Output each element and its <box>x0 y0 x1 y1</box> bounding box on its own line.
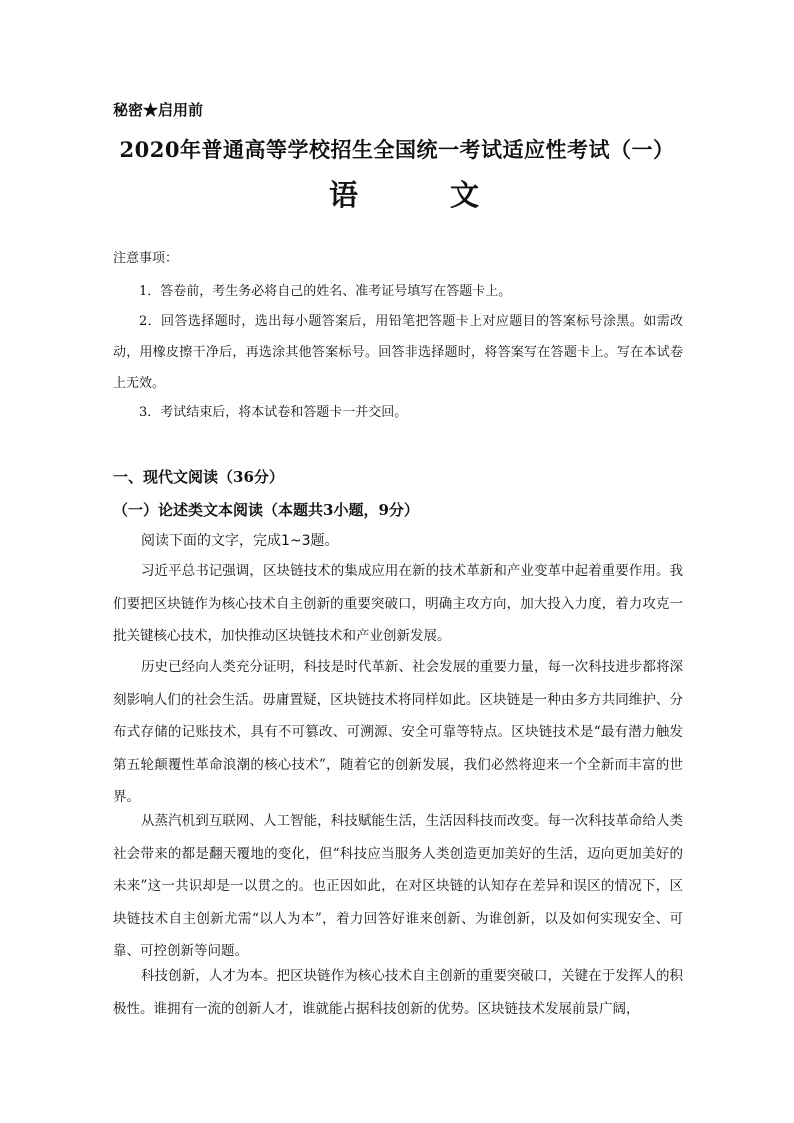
passage-paragraph-1: 习近平总书记强调，区块链技术的集成应用在新的技术革新和产业变革中起着重要作用。我们要把区块链作为核心技术自主创新的重要突破口，明确主攻方向，加大投入力度，着力攻克一批关键核心技术，加快推动区块链技术和产业创新发展。 <box>113 563 683 644</box>
note-item-1: 1．答卷前，考生务必将自己的姓名、准考证号填写在答题卡上。 <box>139 284 512 299</box>
note-item-3: 3．考试结束后，将本试卷和答题卡一并交回。 <box>139 405 408 420</box>
secret-label: 秘密★启用前 <box>113 101 204 119</box>
subsection-heading: （一）论述类文本阅读（本题共3小题，9分） <box>113 501 419 519</box>
passage-paragraph-3: 从蒸汽机到互联网、人工智能，科技赋能生活，生活因科技而改变。每一次科技革命给人类社会带来的都是翻天覆地的变化，但“科技应当服务人类创造更加美好的生活，迈向更加美好的未来”这一共识却是一以贯之的。也正因如此，在对区块链的认知存在差异和误区的情况下，区块链技术自主创新尤需“以人为本”，着力回答好谁来创新、为谁创新，以及如何实现安全、可靠、可控创新等问题。 <box>113 813 683 959</box>
exam-title: 2020年普通高等学校招生全国统一考试适应性考试（一） <box>119 137 675 162</box>
passage-paragraph-2: 历史已经向人类充分证明，科技是时代革新、社会发展的重要力量，每一次科技进步都将深刻影响人们的社会生活。毋庸置疑，区块链技术将同样如此。区块链是一种由多方共同维护、分布式存储的记账技术，具有不可篡改、可溯源、安全可靠等特点。区块链技术是“最有潜力触发第五轮颠覆性革命浪潮的核心技术”，随着它的创新发展，我们必然将迎来一个全新而丰富的世界。 <box>113 659 683 805</box>
subject-char-1: 语 <box>329 178 359 212</box>
passage-paragraph-4: 科技创新，人才为本。把区块链作为核心技术自主创新的重要突破口，关键在于发挥人的积极性。谁拥有一流的创新人才，谁就能占据科技创新的优势。区块链技术发展前景广阔， <box>113 968 683 1017</box>
section-heading: 一、现代文阅读（36分） <box>113 468 284 486</box>
note-item-2: 2．回答选择题时，选出每小题答案后，用铅笔把答题卡上对应题目的答案标号涂黑。如需改动，用橡皮擦干净后，再选涂其他答案标号。回答非选择题时，将答案写在答题卡上。写在本试卷上无效。 <box>113 314 683 391</box>
reading-instruction: 阅读下面的文字，完成1~3题。 <box>141 533 339 549</box>
subject-char-2: 文 <box>449 178 479 212</box>
subject-title <box>329 173 479 214</box>
notes-heading: 注意事项： <box>113 251 179 266</box>
